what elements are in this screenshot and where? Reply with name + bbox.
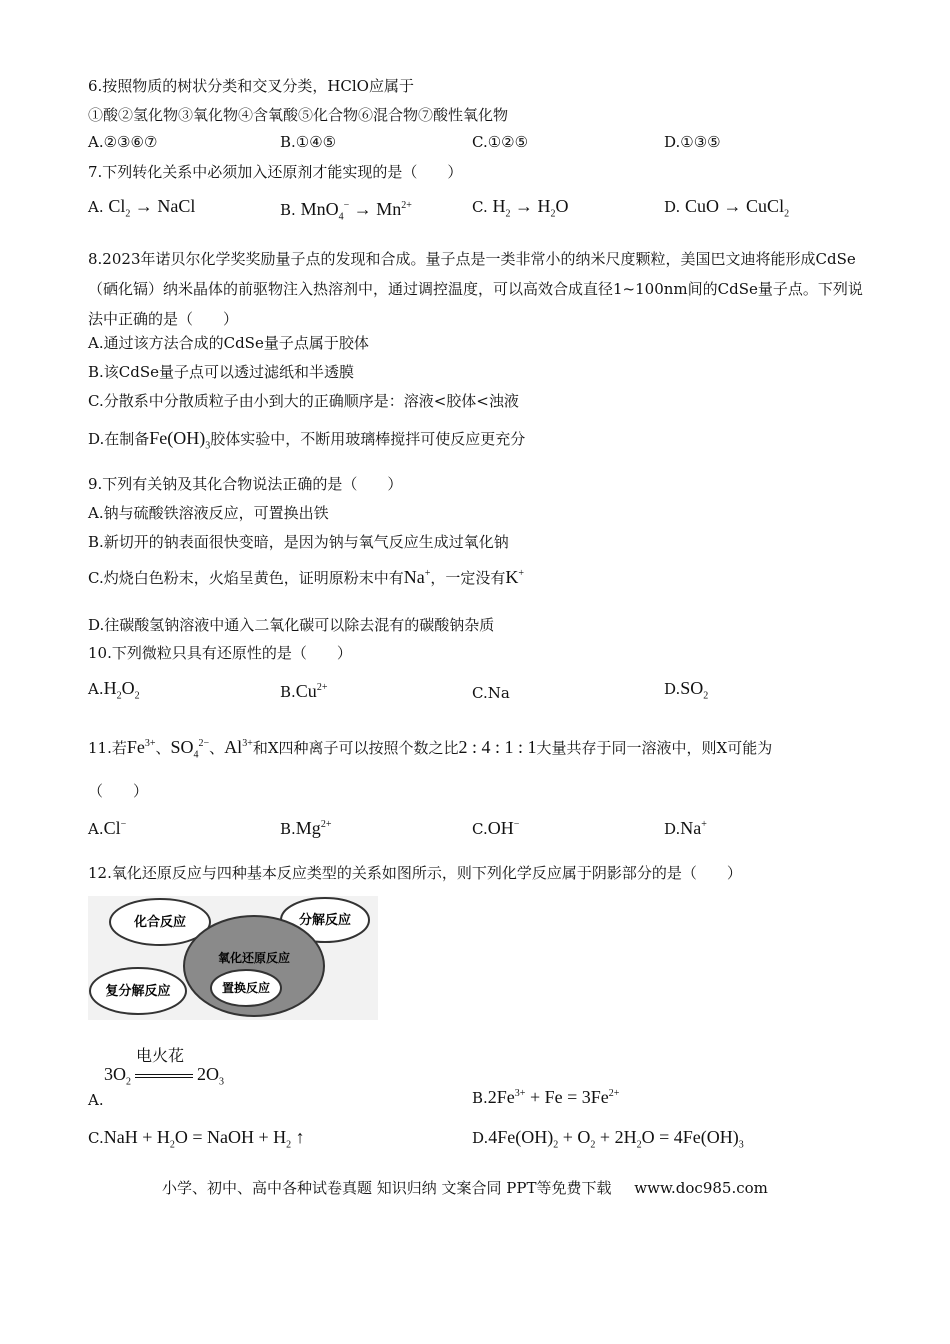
option-label: D.: [664, 820, 681, 838]
q8-stem: 8.2023年诺贝尔化学奖奖励量子点的发现和合成。量子点是一类非常小的纳米尺度颗粒，美国巴文迪将能形成CdSe（硒化镉）纳米晶体的前驱物注入热溶剂中，通过调控温度，可以高效合成直径1~100nm间的CdSe量子点。下列说法中正确的是（ ）: [88, 250, 863, 328]
q12-formula-a: $3O_2$ $2O_3$: [104, 1064, 224, 1088]
q9-option-b: B.新切开的钠表面很快变暗，是因为钠与氧气反应生成过氧化钠: [88, 533, 509, 551]
q6-items: ①酸②氢化物③氧化物④含氧酸⑤化合物⑥混合物⑦酸性氧化物: [88, 106, 509, 124]
q11-option-d: [664, 815, 707, 839]
q10-option-b: [280, 678, 327, 702]
q7-formula-a: $Cl_2$ → NaCl: [108, 196, 196, 220]
q6-option-b: B.①④⑤: [280, 133, 337, 151]
q12-formula-d: $4Fe(OH)_2 + O_2 + 2H_2O = 4Fe(OH)_3$: [488, 1127, 744, 1151]
option-label: C.: [472, 198, 488, 216]
venn-label-displacement: 置换反应: [221, 981, 271, 995]
option-label: D.: [664, 198, 681, 216]
q8-option-b: B.该CdSe量子点可以透过滤纸和半透膜: [88, 363, 355, 381]
q6-option-a: A.②③⑥⑦: [88, 133, 158, 151]
q10-formula-b: $Cu^{2+}$: [295, 681, 328, 701]
q9-formula-k: K+: [505, 567, 525, 587]
q11-option-b: [280, 815, 331, 839]
q9-c-pre: C.灼烧白色粉末，火焰呈黄色，证明原粉末中有: [88, 569, 404, 587]
q10-option-d: [664, 678, 708, 707]
q7-option-c: [472, 196, 569, 225]
q12-formula-c: NaH + $H_2O$ = NaOH + $H_2$ ↑: [103, 1127, 305, 1151]
footer-url[interactable]: www.doc985.com: [634, 1179, 768, 1197]
q11-pre: 11.若: [88, 739, 127, 757]
q11-option-a: [88, 815, 126, 839]
q6-option-d: D.①③⑤: [664, 133, 721, 151]
option-label: C.: [88, 1129, 104, 1147]
q7-formula-c: $H_2 \to H_2O$: [492, 196, 569, 220]
equals-bar: [135, 1074, 193, 1078]
q11-formula-fe: $Fe^{3+}$: [126, 737, 156, 757]
q8-option-c: C.分散系中分散质粒子由小到大的正确顺序是：溶液<胶体<浊液: [88, 392, 519, 410]
q12-option-a-label: A.: [88, 1091, 104, 1109]
option-label: C.: [472, 820, 488, 838]
q10-stem: 10.下列微粒只具有还原性的是（ ）: [88, 644, 352, 662]
q11-formula-c: OH−: [487, 818, 520, 838]
option-label: D.: [472, 1129, 489, 1147]
q10-formula-d: $SO_2$: [680, 678, 709, 702]
q6-option-c: C.①②⑤: [472, 133, 529, 151]
q7-stem: 7.下列转化关系中必须加入还原剂才能实现的是（ ）: [88, 163, 463, 181]
q8-formula-feoh3: $Fe(OH)_3$: [149, 428, 211, 452]
q12-option-b: [472, 1084, 619, 1108]
q9-option-d: D.往碳酸氢钠溶液中通入二氧化碳可以除去混有的碳酸钠杂质: [88, 616, 495, 634]
option-label: A.: [88, 198, 104, 216]
option-label: B.: [280, 683, 296, 701]
q10-option-a: [88, 678, 140, 707]
q9-c-mid: ，一定没有: [430, 569, 506, 587]
q8-option-d: [88, 428, 525, 457]
option-label: A.: [88, 820, 104, 838]
q11-paren: （ ）: [88, 782, 149, 800]
venn-label-double: 复分解反应: [105, 984, 171, 999]
q8-option-a: A.通过该方法合成的CdSe量子点属于胶体: [88, 334, 369, 352]
q9-option-a: A.钠与硫酸铁溶液反应，可置换出铁: [88, 504, 329, 522]
venn-diagram: [88, 896, 378, 1020]
option-label: B.: [280, 820, 296, 838]
q8-d-post: 胶体实验中，不断用玻璃棒搅拌可使反应更充分: [210, 430, 526, 448]
q7-formula-b: $MnO_4^- \to Mn^{2+}$: [300, 199, 412, 223]
venn-label-decomposition: 分解反应: [298, 913, 352, 928]
q8-d-pre: D.在制备: [88, 430, 150, 448]
option-label: A.: [88, 680, 104, 698]
q9-formula-na: Na+: [403, 567, 431, 587]
q12-option-c: [88, 1127, 305, 1156]
q11-sep: 、: [155, 739, 171, 757]
q7-option-d: [664, 196, 789, 225]
q11-formula-a: Cl−: [103, 818, 127, 838]
q11-ratio: 2 : 4 : 1 : 1: [458, 737, 537, 757]
option-label: D.: [664, 680, 681, 698]
q12-option-d: [472, 1127, 744, 1156]
q12-spark-label: 电火花: [136, 1046, 185, 1065]
q12-formula-b: $2Fe^{3+} + Fe = 3Fe^{2+}$: [487, 1087, 620, 1107]
q11-option-c: [472, 815, 519, 839]
q11-stem: [88, 734, 772, 766]
q11-formula-al: $Al^{3+}$: [224, 737, 253, 757]
q9-stem: 9.下列有关钠及其化合物说法正确的是（ ）: [88, 475, 403, 493]
venn-label-redox: 氧化还原反应: [217, 951, 291, 965]
q11-sep: 、: [209, 739, 225, 757]
q11-formula-d: Na+: [680, 818, 707, 838]
q6-stem: 6.按照物质的树状分类和交叉分类，HClO应属于: [88, 77, 414, 95]
q7-option-b: [280, 196, 412, 228]
option-label: B.: [472, 1089, 488, 1107]
page-footer: [162, 1177, 768, 1198]
q10-formula-a: $H_2O_2$: [103, 678, 140, 702]
footer-text: 小学、初中、高中各种试卷真题 知识归纳 文案合同 PPT等免费下载: [162, 1179, 612, 1197]
q7-option-a: [88, 196, 195, 225]
option-label: B.: [280, 201, 296, 219]
q11-formula-b: $Mg^{2+}$: [295, 818, 332, 838]
q11-post: 大量共存于同一溶液中，则X可能为: [536, 739, 773, 757]
venn-label-combination: 化合反应: [133, 915, 187, 930]
q12-stem: 12.氧化还原反应与四种基本反应类型的关系如图所示，则下列化学反应属于阴影部分的是（ ）: [88, 864, 742, 882]
q10-option-c: C.Na: [472, 684, 510, 702]
q11-formula-so4: $SO_4^{2-}$: [170, 737, 210, 761]
q9-option-c: [88, 564, 524, 588]
q11-and: 和X四种离子可以按照个数之比: [252, 739, 459, 757]
q7-formula-d: CuO → CuCl$_2$: [685, 196, 790, 220]
